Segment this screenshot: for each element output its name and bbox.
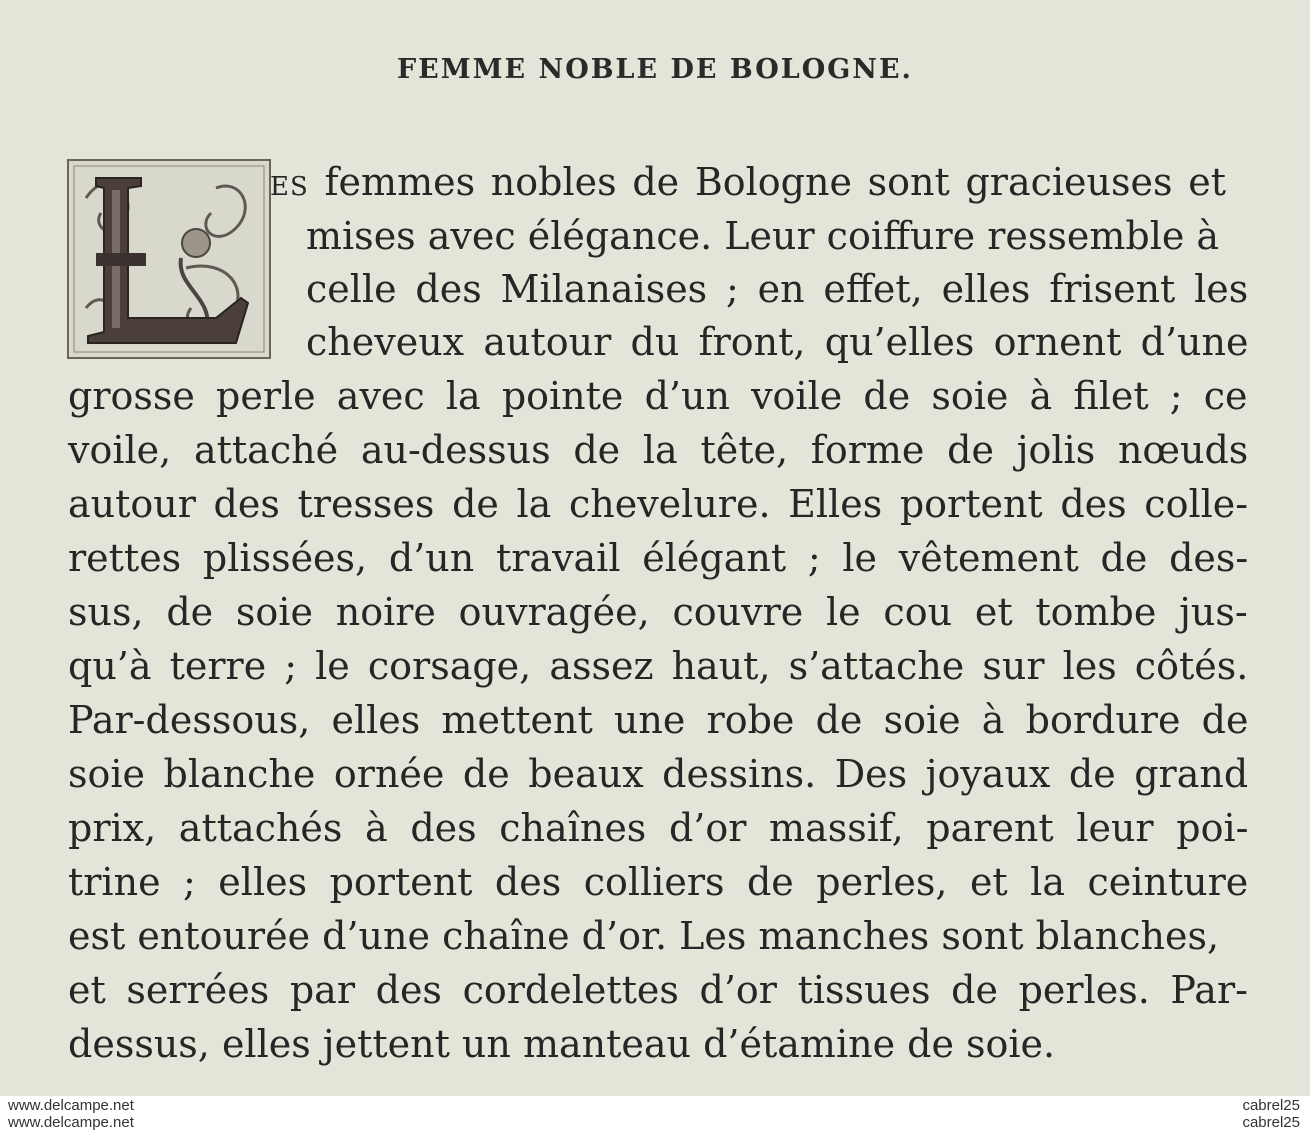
text-line-7: autour des tresses de la chevelure. Elles portent des colle- bbox=[68, 482, 1249, 526]
watermark-left-bottom: www.delcampe.net bbox=[8, 1114, 134, 1131]
text-line-15: est entourée d’une chaîne d’or. Les manches sont blanches, bbox=[68, 914, 1220, 958]
first-line-text: femmes nobles de Bologne sont gracieuses et bbox=[308, 160, 1226, 204]
text-line-2: mises avec élégance. Leur coiffure ressemble à bbox=[306, 214, 1220, 258]
text-line-14: trine ; elles portent des colliers de perles, et la ceinture bbox=[68, 860, 1249, 904]
text-line-8: rettes plissées, d’un travail élégant ; le vêtement de des- bbox=[68, 536, 1249, 580]
text-line-5: grosse perle avec la pointe d’un voile de soie à filet ; ce bbox=[68, 374, 1248, 418]
ornamental-dropcap bbox=[66, 158, 272, 360]
text-line-4: cheveux autour du front, qu’elles ornent d’une bbox=[306, 320, 1249, 364]
page-title: FEMME NOBLE DE BOLOGNE. bbox=[397, 54, 913, 85]
text-line-6: voile, attaché au-dessus de la tête, forme de jolis nœuds bbox=[68, 428, 1249, 472]
text-line-3: celle des Milanaises ; en effet, elles frisent les bbox=[306, 267, 1249, 311]
watermark-footer bbox=[0, 1096, 1310, 1132]
text-line-11: Par-dessous, elles mettent une robe de soie à bordure de bbox=[68, 698, 1249, 742]
text-line-17: dessus, elles jettent un manteau d’étamine de soie. bbox=[68, 1022, 1056, 1066]
watermark-right-bottom: cabrel25 bbox=[1242, 1114, 1300, 1131]
watermark-left-top: www.delcampe.net bbox=[8, 1097, 134, 1114]
text-line-9: sus, de soie noire ouvragée, couvre le cou et tombe jus- bbox=[68, 590, 1248, 634]
watermark-right-top: cabrel25 bbox=[1242, 1097, 1300, 1114]
text-line-12: soie blanche ornée de beaux dessins. Des joyaux de grand bbox=[68, 752, 1249, 796]
text-line-16: et serrées par des cordelettes d’or tissues de perles. Par- bbox=[68, 968, 1248, 1012]
text-line-13: prix, attachés à des chaînes d’or massif, parent leur poi- bbox=[68, 806, 1249, 850]
text-line-10: qu’à terre ; le corsage, assez haut, s’attache sur les côtés. bbox=[68, 644, 1249, 688]
text-line-1 bbox=[270, 160, 1226, 204]
first-line-smallcaps: ES bbox=[270, 172, 309, 202]
dropcap-ornament-icon bbox=[66, 158, 272, 360]
